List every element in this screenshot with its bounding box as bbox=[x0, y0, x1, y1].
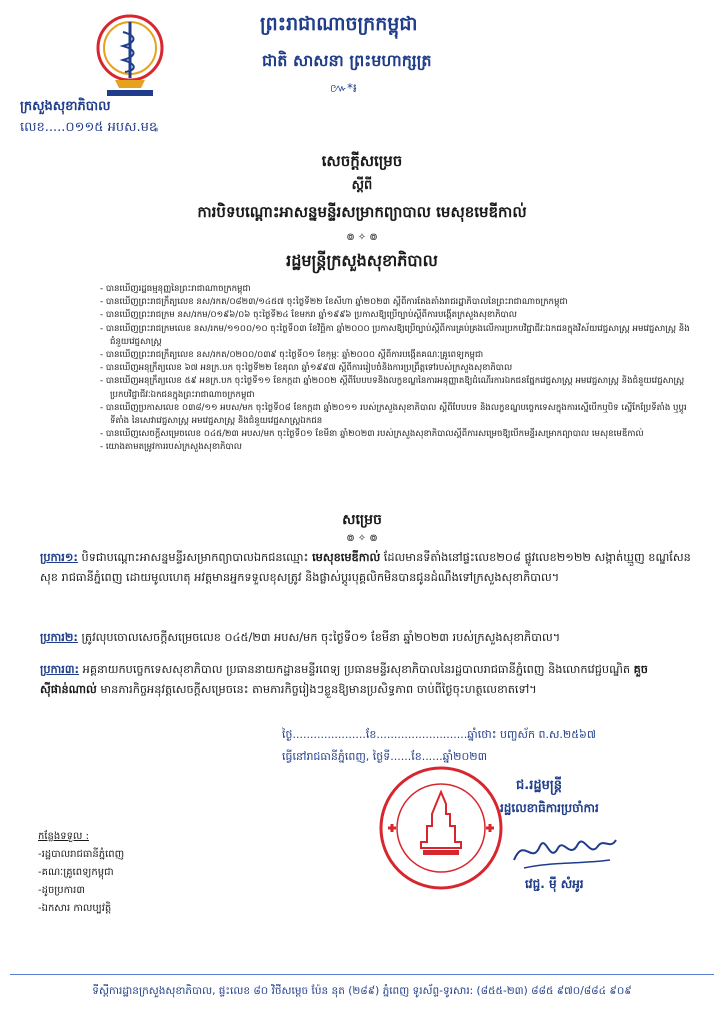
recipient-item: -ឯកសារ កាលប្បវត្តិ bbox=[38, 903, 112, 914]
title-ornament: ៙ ✧ ៙ bbox=[346, 232, 378, 243]
article-1-text-pre: បិទជាបណ្តោះអាសន្នមន្ទីរសម្រាកព្យាបាលឯកជនឈ្មោះ bbox=[77, 551, 313, 564]
consideration-item: - យោងតាមតម្រូវការរបស់ក្រសួងសុខាភិបាល bbox=[100, 442, 242, 453]
clinic-name: មេសុខមេឌីកាល់ bbox=[312, 551, 381, 564]
article-3-text-post: មានភារកិច្ចអនុវត្តសេចក្តីសម្រេចនេះ តាមភារកិច្ចរៀងៗខ្លួនឱ្យមានប្រសិទ្ធភាព ចាប់ពីថ្ងៃចុះហត្ថលេខាតទៅ។ bbox=[96, 683, 537, 696]
consideration-item: - បានឃើញសេចក្តីសម្រេចលេខ ០៤៥/២៣ អបស/មក ចុះថ្ងៃទី០១ ខែមីនា ឆ្នាំ២០២៣ របស់ក្រសួងសុខាភិបាលស្តីពីការសម្រេចឱ្យបើកមន្ទីរសម្រាកព្យាបាល មេសុខមេឌីកាល់ bbox=[100, 429, 644, 440]
article-2-label: ប្រការ២: bbox=[40, 631, 78, 644]
kingdom-header: ព្រះរាជាណាចក្រកម្ពុជា bbox=[260, 13, 418, 35]
recipient-item: -គណៈគ្រូពេទ្យកម្ពុជា bbox=[38, 867, 114, 878]
lunar-date-line: ថ្ងៃ.....................ខែ..........................ឆ្នាំថោះ បញ្ចស័ក ព.ស.២៥៦៧ bbox=[282, 728, 596, 741]
signatory-name: វេជ្ជ. ម៉ី សំអូរ bbox=[525, 877, 584, 891]
document-subject: ការបិទបណ្តោះអាសន្នមន្ទីរសម្រាកព្យាបាល មេសុខមេឌីកាល់ bbox=[197, 203, 527, 221]
recipients-heading: កន្លែងទទួល : bbox=[38, 831, 89, 842]
consideration-item: - បានឃើញអនុក្រឹត្យលេខ ៥៩ អនក្រ.បក ចុះថ្ងៃទី១១ ខែកក្កដា ឆ្នាំ២០០២ ស្តីពីបែបបទនិងលក្ខខណ្ឌនៃការអនុញ្ញាតឱ្យដំណើរការឯកជនផ្នែកវេជ្ជសាស្ត្រ អមវេជ្ជសាស្ត្រ និងជំនួយវេជ្ជសាស្ត្រ ប្រកបវិជ្ជាជីវៈឯកជនក្នុងព្រះរាជាណាចក្រកម្ពុជា bbox=[100, 376, 685, 400]
article-1 bbox=[40, 548, 700, 588]
consideration-item: - បានឃើញរដ្ឋធម្មនុញ្ញនៃព្រះរាជាណាចក្រកម្ពុជា bbox=[100, 284, 251, 294]
signature-subtitle: រដ្ឋលេខាធិការប្រចាំការ bbox=[500, 801, 599, 815]
place-date-line: ធ្វើនៅរាជធានីភ្នំពេញ, ថ្ងៃទី......ខែ......ឆ្នាំ២០២៣ bbox=[282, 750, 487, 763]
recipient-item: -ដូចប្រការ៣ bbox=[38, 885, 85, 896]
footer-address: ទីស្តីការដ្ឋានក្រសួងសុខាភិបាល, ផ្ទះលេខ ៨០ វិថីសម្តេច ប៉ែន នុត (២៨៩) ភ្នំពេញ ទូរស័ព្ទ-ទូរសារ: (៨៥៥-២៣) ៨៨៥ ៩៧០/៨៨៤ ៩០៩ bbox=[92, 985, 632, 997]
minister-title: រដ្ឋមន្ត្រីក្រសួងសុខាភិបាល bbox=[286, 251, 438, 270]
consideration-item: - បានឃើញព្រះរាជក្រឹត្យលេខ នស/រកត/០២០០/០៣៩ ចុះថ្ងៃទី០១ ខែកុម្ភៈ ឆ្នាំ២០០០ ស្តីពីការបង្កើតគណៈគ្រូពេទ្យកម្ពុជា bbox=[100, 350, 484, 361]
doctor-name: គួច ស៊ីផាន់ណាល់ bbox=[40, 663, 648, 696]
article-2-text: ត្រូវលុបចោលសេចក្តីសម្រេចលេខ ០៤៥/២៣ អបស/មក ចុះថ្ងៃទី០១ ខែមីនា ឆ្នាំ២០២៣ របស់ក្រសួងសុខាភិបាល។ bbox=[77, 631, 561, 644]
considerations-list bbox=[100, 283, 700, 455]
about-label: ស្តីពី bbox=[351, 178, 373, 193]
recipient-item: -រដ្ឋបាលរាជធានីភ្នំពេញ bbox=[38, 849, 125, 860]
article-3-label: ប្រការ៣: bbox=[40, 663, 80, 676]
article-1-label: ប្រការ១: bbox=[40, 551, 78, 564]
ministry-logo bbox=[95, 8, 165, 100]
consideration-item: - បានឃើញព្រះរាជក្រមលេខ នស/រកម/១១០០/១០ ចុះថ្ងៃទី០៣ ខែវិច្ឆិកា ឆ្នាំ២០០០ ប្រកាសឱ្យប្រើច្បាប់ស្តីពីការគ្រប់គ្រងលើការប្រកបវិជ្ជាជីវៈឯកជនក្នុងវិស័យវេជ្ជសាស្ត្រ អមវេជ្ជសាស្ត្រ និងជំនួយវេជ្ជសាស្ត្រ bbox=[100, 323, 690, 347]
ministry-name: ក្រសួងសុខាភិបាល bbox=[20, 99, 111, 114]
decision-ornament: ៙ ✧ ៙ bbox=[346, 533, 378, 544]
footer-divider bbox=[10, 974, 714, 975]
consideration-item: - បានឃើញព្រះរាជក្រឹត្យលេខ នស/រកត/០៨២៣/១៤៥៧ ចុះថ្ងៃទី២២ ខែសីហា ឆ្នាំ២០២៣ ស្តីពីការតែងតាំងរាជរដ្ឋាភិបាលនៃព្រះរាជាណាចក្រកម្ពុជា bbox=[100, 297, 568, 308]
official-seal bbox=[378, 762, 504, 894]
recipients-block bbox=[38, 828, 124, 918]
handwritten-signature bbox=[510, 830, 620, 872]
article-2 bbox=[40, 628, 700, 648]
article-1-text-post: ដែលមានទីតាំងនៅផ្ទះលេខ២០៨ ផ្លូវលេខ២១២២ សង្កាត់ឃ្មួញ ខណ្ឌសែនសុខ រាជធានីភ្នំពេញ ដោយមូលហេតុ អវត្តមានអ្នកទទួលខុសត្រូវ និងផ្លាស់ប្តូរបុគ្គលិកមិនបានជូនដំណឹងទៅក្រសួងសុខាភិបាល។ bbox=[40, 551, 691, 584]
reference-number: លេខ.....០១១៥ អបស.មឩ bbox=[20, 120, 158, 135]
signature-title: ជ.រដ្ឋមន្ត្រី bbox=[516, 778, 562, 793]
consideration-item: - បានឃើញព្រះរាជក្រម នស/រកម/០១៩៦/០៦ ចុះថ្ងៃទី២៤ ខែមករា ឆ្នាំ១៩៩៦ ប្រកាសឱ្យប្រើច្បាប់ស្តីពីការបង្កើតក្រសួងសុខាភិបាល bbox=[100, 310, 517, 321]
document-type: សេចក្តីសម្រេច bbox=[321, 152, 403, 170]
article-3 bbox=[40, 660, 700, 700]
consideration-item: - បានឃើញអនុក្រឹត្យលេខ ៦៧ អនក្រ.បក ចុះថ្ងៃទី២២ ខែតុលា ឆ្នាំ១៩៩៧ ស្តីពីការរៀបចំនិងការប្រព្រឹត្តទៅរបស់ក្រសួងសុខាភិបាល bbox=[100, 363, 513, 374]
national-motto: ជាតិ សាសនា ព្រះមហាក្សត្រ bbox=[262, 51, 432, 70]
decision-heading: សម្រេច bbox=[342, 512, 382, 528]
header-ornament: ៚*៛ bbox=[330, 81, 357, 95]
article-3-text-pre: អគ្គនាយកបច្ចេកទេសសុខាភិបាល ប្រធាននាយកដ្ឋានមន្ទីរពេទ្យ ប្រធានមន្ទីរសុខាភិបាលនៃរដ្ឋបាលរាជធានីភ្នំពេញ និងលោកវេជ្ជបណ្ឌិត bbox=[79, 663, 634, 676]
consideration-item: - បានឃើញប្រកាសលេខ ០៣៨/១១ អបស/មក ចុះថ្ងៃទី០៨ ខែកក្កដា ឆ្នាំ២០១១ របស់ក្រសួងសុខាភិបាល ស្តីពីបែបបទ និងលក្ខខណ្ឌបច្ចេកទេសក្នុងការស្នើបើកឬបិទ ស្នើកែប្រែទីតាំង ឬប្តូរទីតាំង នៃសេវាវេជ្ជសាស្ត្រ អមវេជ្ជសាស្ត្រ និងជំនួយវេជ្ជសាស្ត្រឯកជន bbox=[100, 402, 687, 427]
